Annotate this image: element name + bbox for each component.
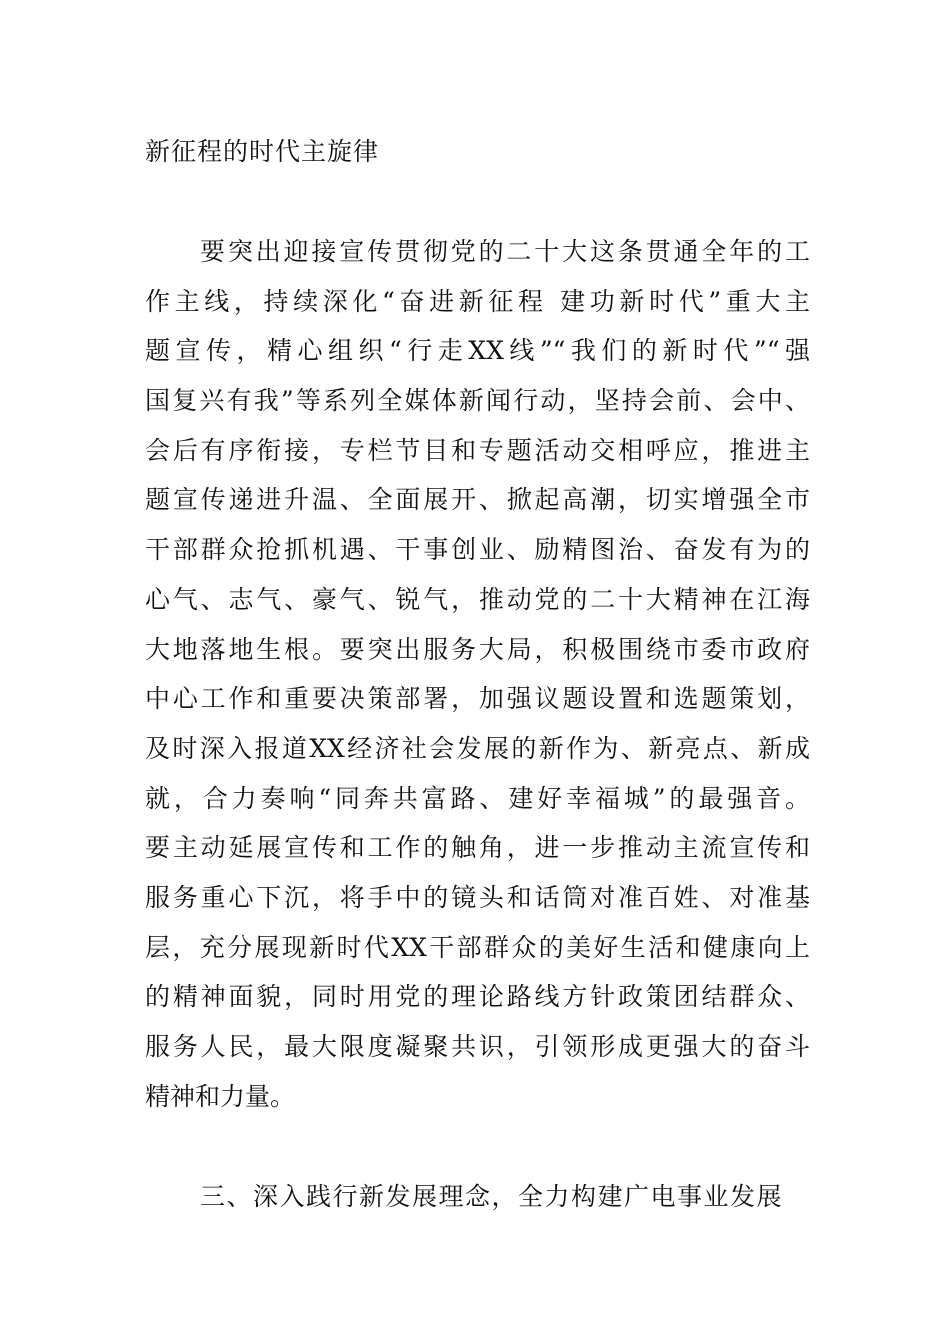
paragraph-line: 要突出迎接宣传贯彻党的二十大这条贯通全年的工 xyxy=(200,237,810,266)
paragraph-line: 题宣传，精心组织“行走XX线”“我们的新时代”“强 xyxy=(145,336,810,366)
paragraph-line: 及时深入报道XX经济社会发展的新作为、新亮点、新成 xyxy=(145,733,810,763)
paragraph-line: 层，充分展现新时代XX干部群众的美好生活和健康向上 xyxy=(145,932,810,962)
paragraph-line: 国复兴有我”等系列全媒体新闻行动，坚持会前、会中、 xyxy=(145,386,810,416)
paragraph-line: 题宣传递进升温、全面展开、掀起高潮，切实增强全市 xyxy=(145,485,810,515)
body-paragraph xyxy=(145,227,810,1121)
paragraph-line: 干部群众抢抓机遇、干事创业、励精图治、奋发有为的 xyxy=(145,535,810,565)
paragraph-line: 大地落地生根。要突出服务大局，积极围绕市委市政府 xyxy=(145,634,810,664)
paragraph-line: 就，合力奏响“同奔共富路、建好幸福城”的最强音。 xyxy=(145,783,810,813)
paragraph-line: 精神和力量。 xyxy=(145,1081,296,1111)
heading-continuation: 新征程的时代主旋律 xyxy=(145,137,380,166)
paragraph-line: 服务人民，最大限度凝聚共识，引领形成更强大的奋斗 xyxy=(145,1032,810,1061)
paragraph-line: 心气、志气、豪气、锐气，推动党的二十大精神在江海 xyxy=(145,584,810,614)
paragraph-line: 会后有序衔接，专栏节目和专题活动交相呼应，推进主 xyxy=(145,435,810,465)
paragraph-line: 服务重心下沉，将手中的镜头和话筒对准百姓、对准基 xyxy=(145,882,810,912)
section-heading: 三、深入践行新发展理念，全力构建广电事业发展 xyxy=(200,1182,784,1211)
paragraph-line: 的精神面貌，同时用党的理论路线方针政策团结群众、 xyxy=(145,982,810,1012)
paragraph-line: 作主线，持续深化“奋进新征程 建功新时代”重大主 xyxy=(145,286,810,316)
paragraph-line: 中心工作和重要决策部署，加强议题设置和选题策划， xyxy=(145,684,810,714)
paragraph-line: 要主动延展宣传和工作的触角，进一步推动主流宣传和 xyxy=(145,833,810,863)
